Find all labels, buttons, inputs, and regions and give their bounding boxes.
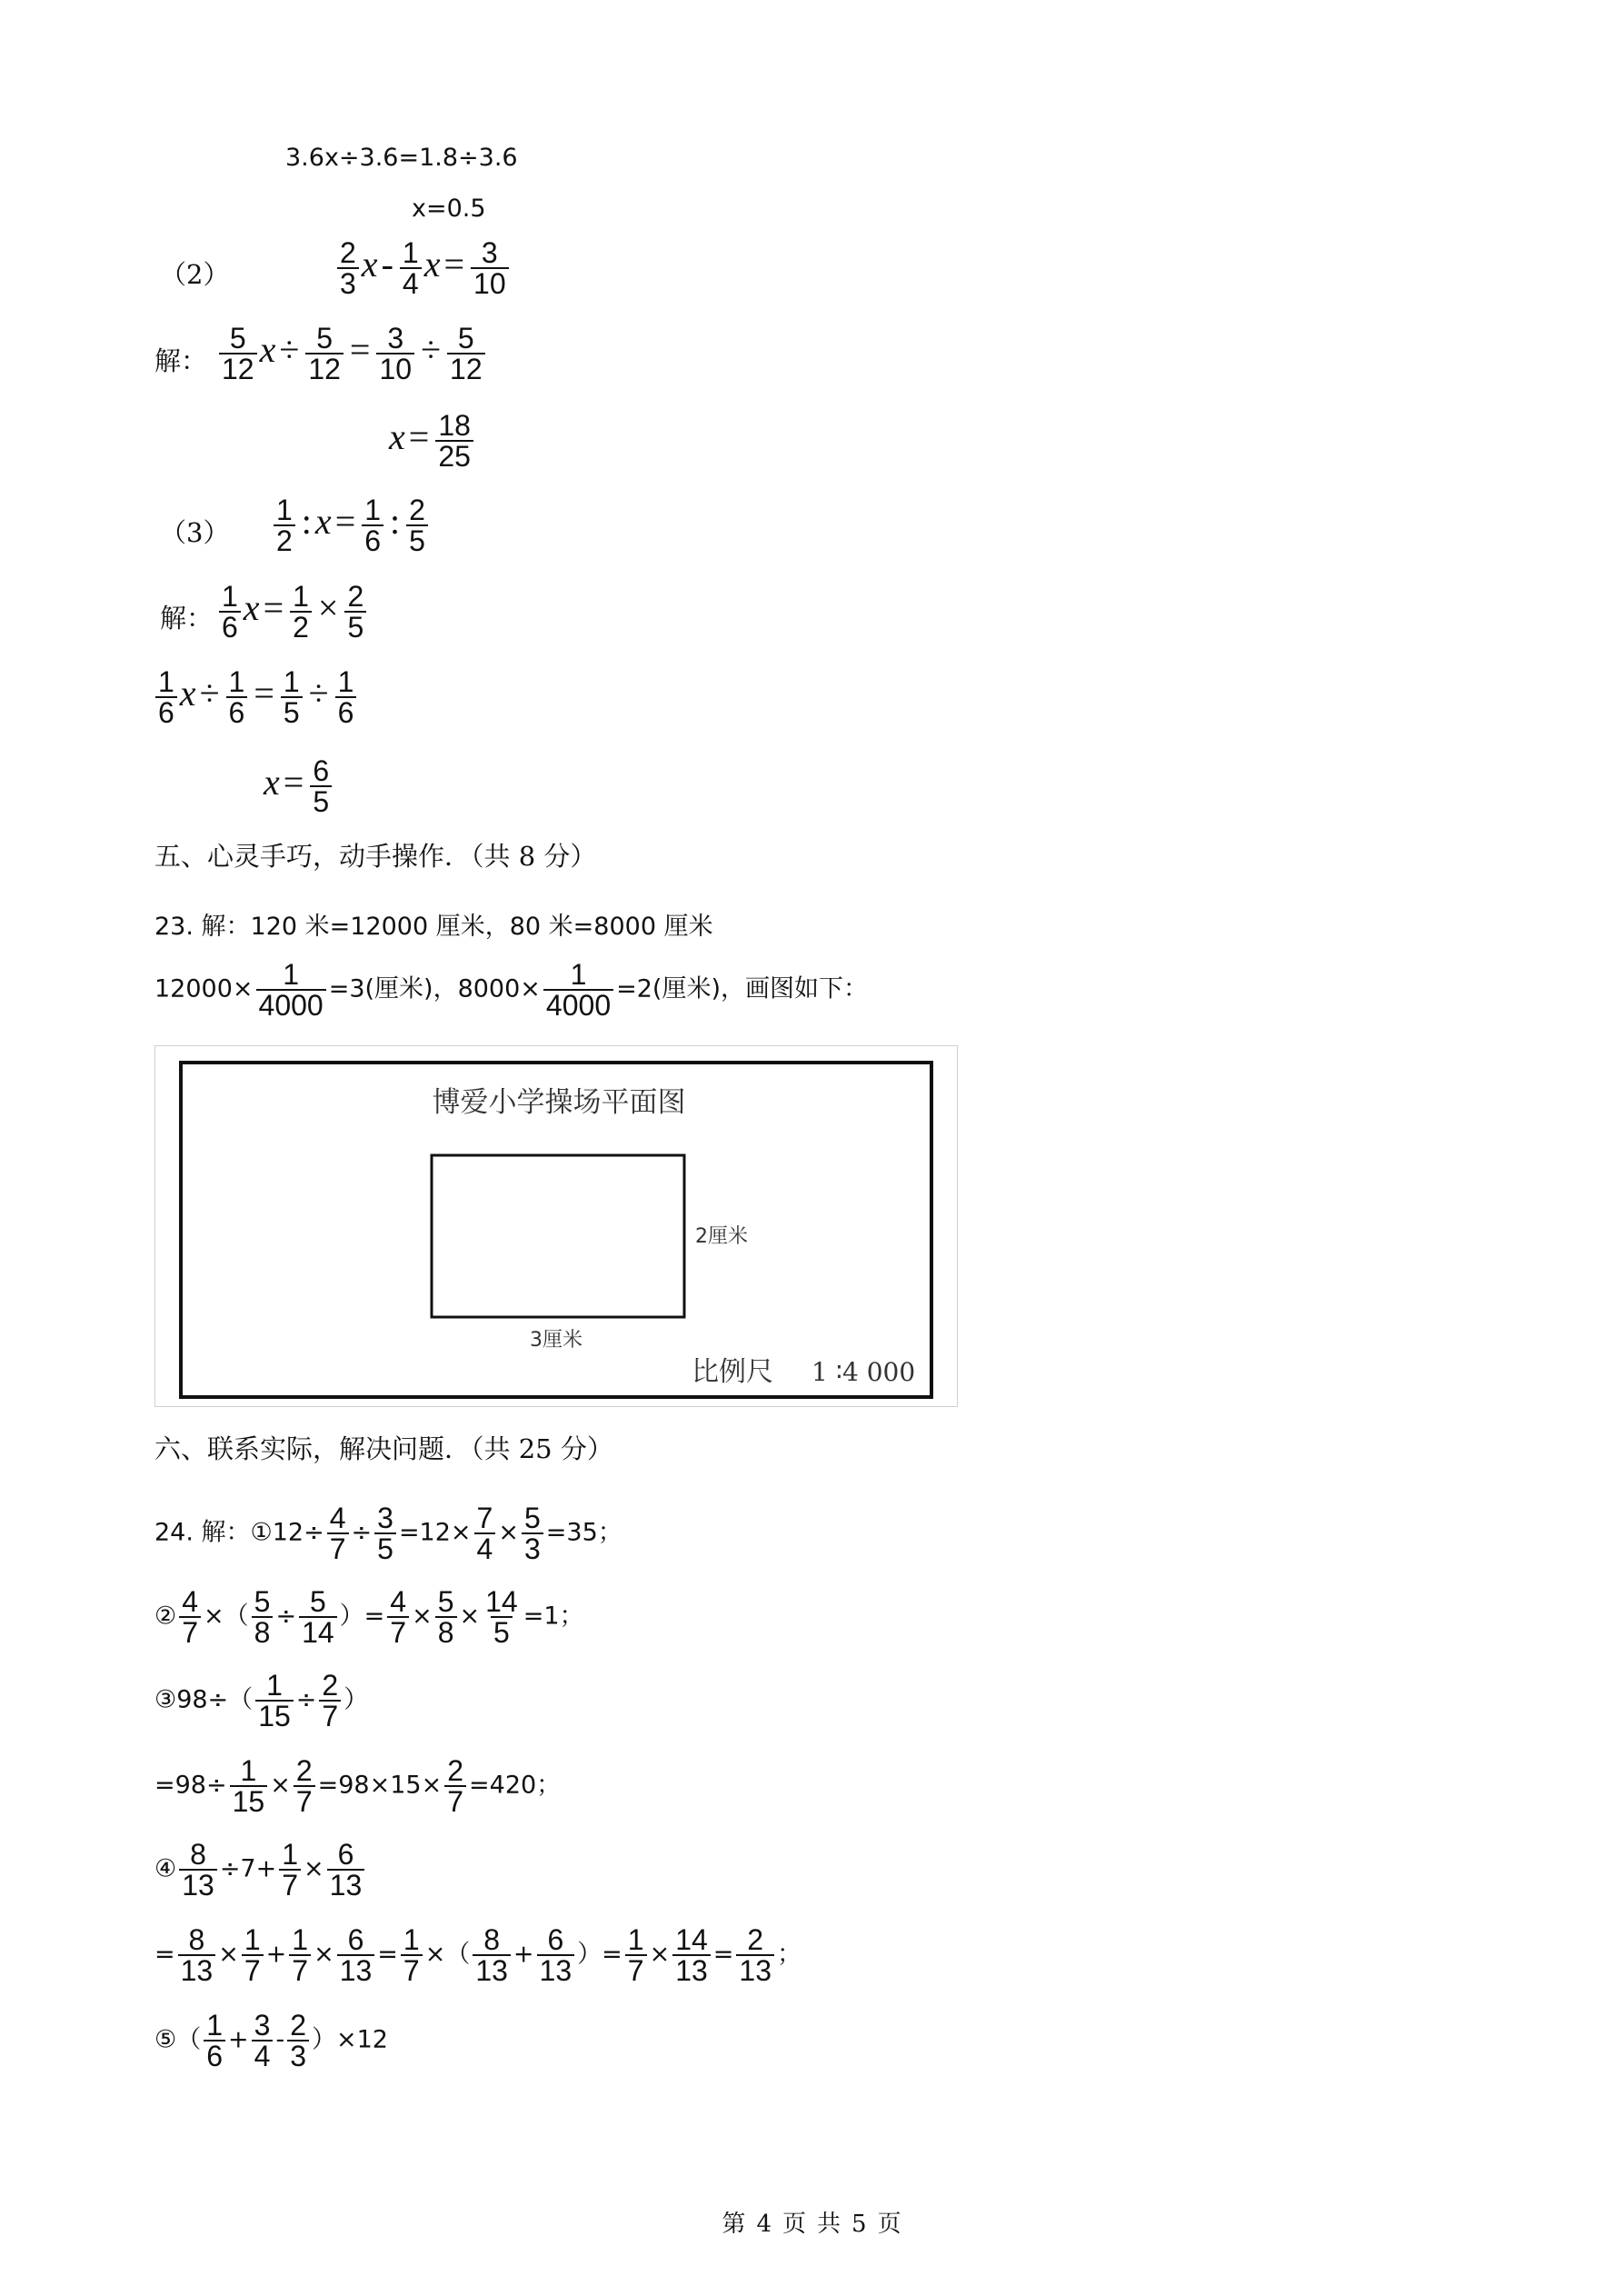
q24-line2: ② $\frac{4}{7}$ ×（ $\frac{5}{8}$ ÷ $\frac{5}{14}$ ）= $\frac{4}{7}$ × $\frac{5}{8}$ × $\frac{14}{5}$ =1； [154, 1585, 584, 1649]
fraction: $\frac{2}{7}$ [444, 1756, 466, 1816]
fraction: $\frac{1}{6}$ [335, 667, 357, 727]
fraction: $\frac{6}{5}$ [310, 756, 332, 816]
fraction: $\frac{7}{4}$ [474, 1503, 496, 1563]
fraction: $\frac{5}{3}$ [522, 1503, 543, 1563]
q23-line2: 12000× $\frac{1}{4000}$ =3(厘米)，8000× $\frac{1}{4000}$ =2(厘米)，画图如下： [154, 958, 868, 1022]
section-5-heading: 五、心灵手巧，动手操作．（共 8 分） [154, 841, 597, 872]
fraction: $\frac{8}{13}$ [178, 1925, 216, 1985]
fraction: $\frac{4}{7}$ [387, 1587, 409, 1647]
fraction: $\frac{2}{13}$ [736, 1925, 774, 1985]
fraction: $\frac{1}{7}$ [279, 1840, 301, 1900]
fraction: $\frac{3}{10}$ [376, 324, 414, 384]
q24-line5: ④ $\frac{8}{13}$ ÷7+ $\frac{1}{7}$ × $\frac{6}{13}$ [154, 1840, 367, 1900]
fraction: $\frac{4}{7}$ [179, 1587, 201, 1647]
fraction: $\frac{1}{7}$ [242, 1925, 264, 1985]
fraction: $\frac{18}{25}$ [435, 411, 473, 471]
fraction: $\frac{2}{3}$ [287, 2011, 309, 2071]
problem-3-step1: $\frac{1}{6}$ x = $\frac{1}{2}$ × $\frac{2}{5}$ [216, 582, 369, 642]
fraction: $\frac{1}{7}$ [289, 1925, 311, 1985]
fraction: $\frac{1}{7}$ [625, 1925, 647, 1985]
fraction: $\frac{1}{2}$ [274, 495, 295, 555]
fraction: $\frac{1}{5}$ [281, 667, 303, 727]
fraction: $\frac{1}{4}$ [400, 238, 422, 298]
fraction: $\frac{2}{7}$ [319, 1671, 341, 1731]
current-page-number: 4 [756, 2211, 772, 2238]
fraction: $\frac{5}{12}$ [305, 324, 344, 384]
fraction: $\frac{5}{14}$ [299, 1587, 337, 1647]
q23-line1: 23. 解：120 米=12000 厘米，80 米=8000 厘米 [154, 913, 713, 941]
q24-line6: = $\frac{8}{13}$ × $\frac{1}{7}$ + $\frac{1}{7}$ × $\frac{6}{13}$ = $\frac{1}{7}$ ×（ $\frac{8}{13}$ + $\frac{6}{13}$ ）= $\frac{1}{7}$ × $\frac{14}{13}$ = $\frac{2}{13}$ ； [154, 1923, 802, 1987]
fraction: $\frac{3}{4}$ [252, 2011, 274, 2071]
problem-2-solve-label: 解： [154, 345, 208, 376]
problem-2-equation: $\frac{2}{3}$ x - $\frac{1}{4}$ x = $\frac{3}{10}$ [334, 238, 512, 298]
fraction: $\frac{2}{5}$ [406, 495, 428, 555]
fraction: $\frac{1}{6}$ [155, 667, 177, 727]
scale-label: 比例尺 [692, 1356, 773, 1388]
problem-3-result: x = $\frac{6}{5}$ [264, 756, 334, 816]
fraction: $\frac{4}{7}$ [327, 1503, 349, 1563]
height-label: 2厘米 [695, 1225, 748, 1248]
fraction: $\frac{5}{12}$ [219, 324, 257, 384]
fraction: $\frac{8}{13}$ [179, 1840, 217, 1900]
page-footer: 第 4 页 共 5 页 [722, 2211, 901, 2238]
q24-line4: =98÷ $\frac{1}{15}$ × $\frac{2}{7}$ =98×15× $\frac{2}{7}$ =420； [154, 1754, 562, 1818]
q24-line1: 24. 解：①12÷ $\frac{4}{7}$ ÷ $\frac{3}{5}$ =12× $\frac{7}{4}$ × $\frac{5}{3}$ =35； [154, 1502, 622, 1565]
fraction: $\frac{5}{12}$ [447, 324, 485, 384]
section-6-heading: 六、联系实际，解决问题．（共 25 分） [154, 1433, 613, 1464]
playground-rectangle [432, 1155, 684, 1317]
fraction: $\frac{1}{7}$ [401, 1925, 423, 1985]
playground-plan-figure [154, 1045, 958, 1407]
problem-2-label: （2） [160, 259, 230, 290]
fraction: $\frac{2}{3}$ [337, 238, 359, 298]
fraction: $\frac{1}{6}$ [204, 2011, 225, 2071]
fraction: $\frac{1}{2}$ [290, 582, 312, 642]
problem-3-equation: $\frac{1}{2}$ : x = $\frac{1}{6}$ : $\frac{2}{5}$ [271, 495, 431, 555]
figure-title: 博爱小学操场平面图 [432, 1086, 686, 1119]
scale-value: 1 ∶4 000 [812, 1357, 916, 1387]
fraction: $\frac{14}{13}$ [672, 1925, 711, 1985]
eq1-result: x=0.5 [412, 195, 486, 223]
fraction: $\frac{1}{6}$ [362, 495, 383, 555]
fraction: $\frac{3}{10}$ [471, 238, 509, 298]
fraction: $\frac{6}{13}$ [537, 1925, 575, 1985]
fraction: $\frac{5}{8}$ [435, 1587, 457, 1647]
fraction: $\frac{2}{7}$ [294, 1756, 315, 1816]
fraction: $\frac{6}{13}$ [327, 1840, 365, 1900]
fraction: $\frac{8}{13}$ [473, 1925, 511, 1985]
q24-line3: ③98÷（ $\frac{1}{15}$ ÷ $\frac{2}{7}$ ） [154, 1669, 369, 1732]
fraction: $\frac{3}{5}$ [374, 1503, 396, 1563]
problem-3-label: （3） [160, 517, 230, 548]
fraction: $\frac{1}{4000}$ [256, 960, 326, 1020]
fraction: $\frac{5}{8}$ [252, 1587, 274, 1647]
problem-3-solve-label: 解： [160, 603, 214, 634]
width-label: 3厘米 [530, 1329, 582, 1352]
problem-2-result: x = $\frac{18}{25}$ [389, 411, 476, 471]
fraction: $\frac{1}{6}$ [219, 582, 241, 642]
plan-drawing [155, 1046, 957, 1406]
problem-2-step: $\frac{5}{12}$ x ÷ $\frac{5}{12}$ = $\frac{3}{10}$ ÷ $\frac{5}{12}$ [216, 324, 488, 384]
fraction: $\frac{6}{13}$ [337, 1925, 375, 1985]
fraction: $\frac{14}{5}$ [485, 1585, 518, 1649]
total-page-number: 5 [851, 2211, 867, 2238]
fraction: $\frac{2}{5}$ [344, 582, 366, 642]
fraction: $\frac{1}{4000}$ [543, 960, 613, 1020]
eq1-step: 3.6x÷3.6=1.8÷3.6 [285, 144, 518, 172]
problem-3-step2: $\frac{1}{6}$ x ÷ $\frac{1}{6}$ = $\frac{1}{5}$ ÷ $\frac{1}{6}$ [153, 667, 359, 727]
fraction: $\frac{1}{15}$ [255, 1671, 294, 1731]
q24-line7: ⑤（ $\frac{1}{6}$ + $\frac{3}{4}$ - $\frac{2}{3}$ ）×12 [154, 2009, 388, 2072]
fraction: $\frac{1}{15}$ [230, 1756, 268, 1816]
fraction: $\frac{1}{6}$ [226, 667, 248, 727]
